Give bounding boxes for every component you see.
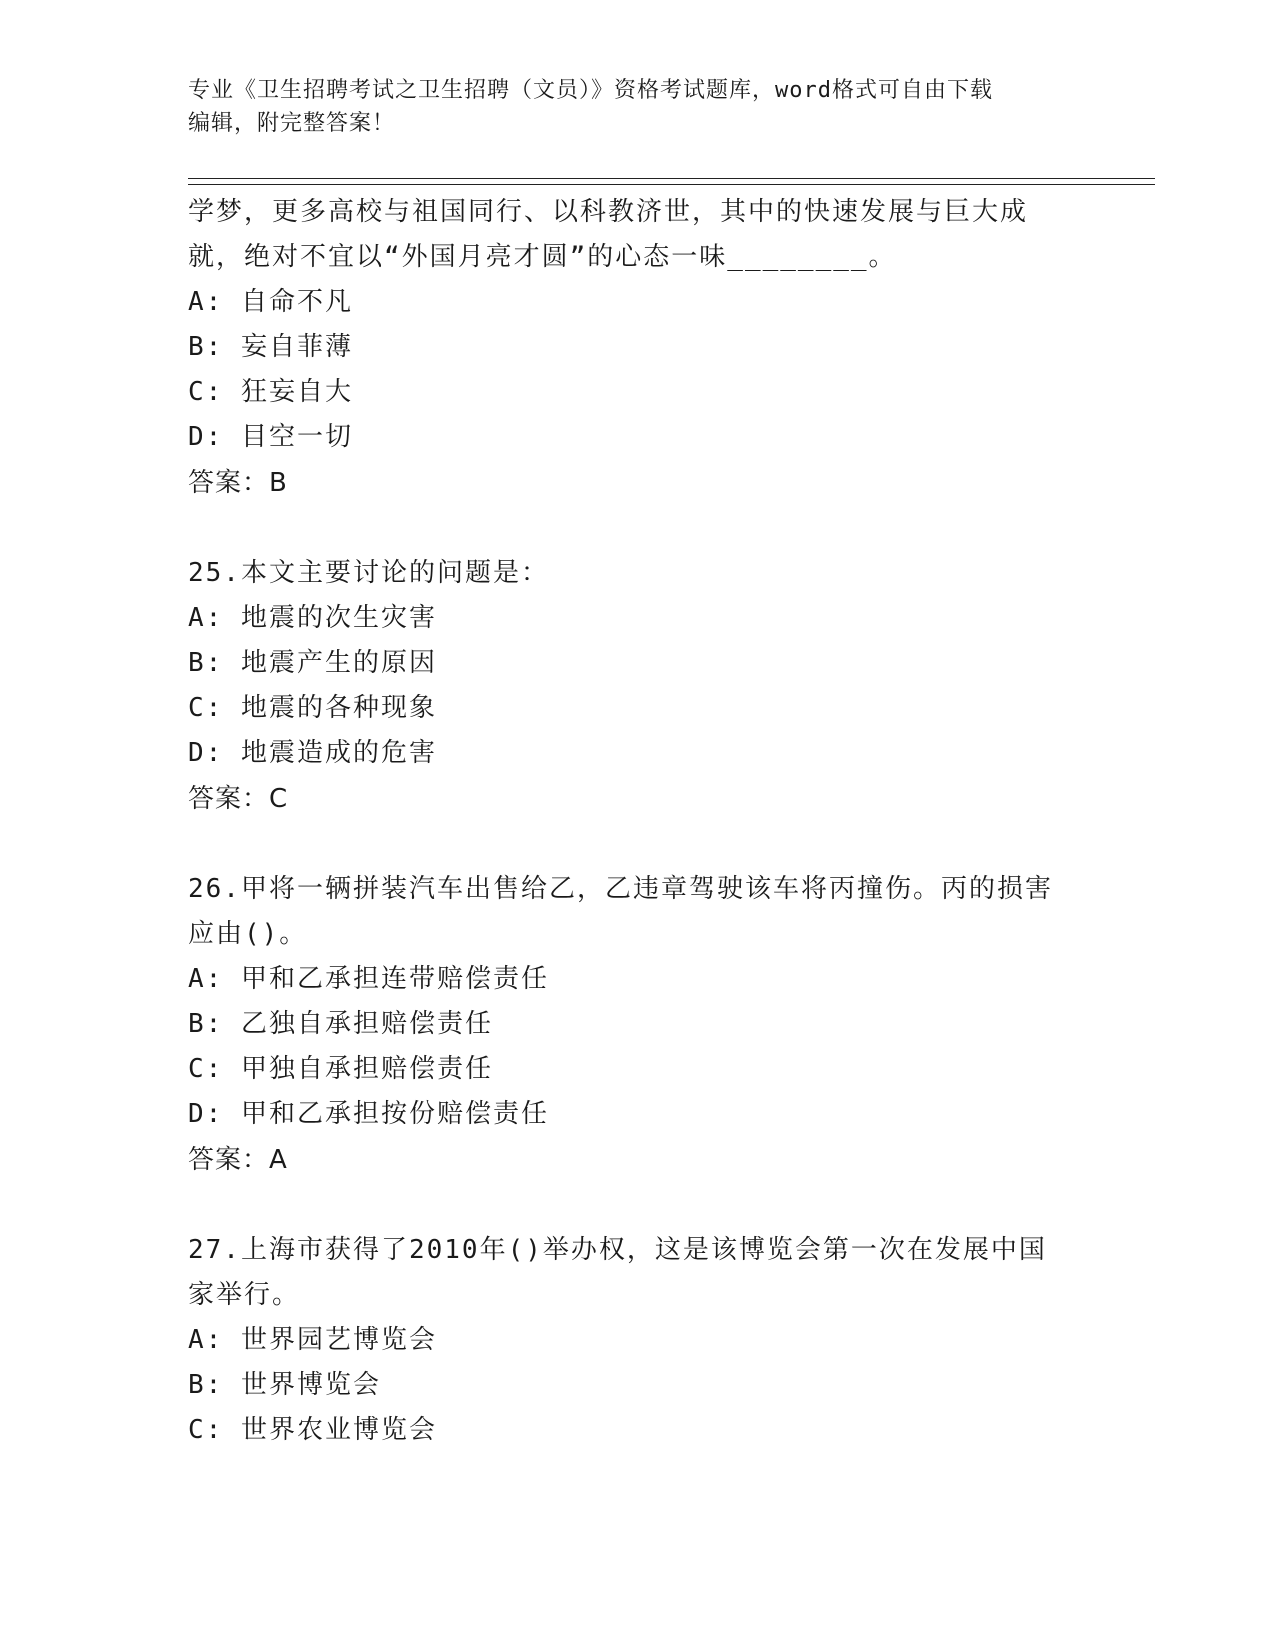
- question-stem-line: 就，绝对不宜以“外国月亮才圆”的心态一味________。: [188, 242, 897, 272]
- header-line-2: 编辑，附完整答案！: [188, 111, 396, 136]
- question-spacer: [188, 506, 1088, 551]
- option-c: C: 甲独自承担赔偿责任: [188, 1054, 493, 1084]
- option-d: D: 地震造成的危害: [188, 738, 437, 768]
- question-27: [188, 1228, 1088, 1453]
- question-stem-line: 应由()。: [188, 919, 308, 949]
- answer-line: 答案：A: [188, 1145, 288, 1175]
- question-25: [188, 551, 1088, 822]
- option-b: B: 乙独自承担赔偿责任: [188, 1009, 493, 1039]
- question-stem-line: 家举行。: [188, 1280, 301, 1310]
- answer-line: 答案：B: [188, 468, 288, 498]
- option-a: A: 世界园艺博览会: [188, 1325, 437, 1355]
- option-a: A: 自命不凡: [188, 287, 353, 317]
- option-b: B: 妄自菲薄: [188, 332, 353, 362]
- option-c: C: 世界农业博览会: [188, 1415, 437, 1445]
- question-26: [188, 867, 1088, 1183]
- option-c: C: 地震的各种现象: [188, 693, 437, 723]
- answer-line: 答案：C: [188, 784, 289, 814]
- question-24-continuation: [188, 190, 1088, 506]
- option-d: D: 甲和乙承担按份赔偿责任: [188, 1099, 549, 1129]
- question-content: [188, 190, 1088, 1453]
- header-rule-top: [188, 178, 1155, 179]
- question-stem-line: 学梦，更多高校与祖国同行、以科教济世，其中的快速发展与巨大成: [188, 197, 1029, 227]
- option-b: B: 世界博览会: [188, 1370, 381, 1400]
- question-stem-line: 25.本文主要讨论的问题是：: [188, 558, 549, 588]
- option-a: A: 甲和乙承担连带赔偿责任: [188, 964, 549, 994]
- option-a: A: 地震的次生灾害: [188, 603, 437, 633]
- option-d: D: 目空一切: [188, 422, 353, 452]
- option-b: B: 地震产生的原因: [188, 648, 437, 678]
- question-spacer: [188, 822, 1088, 867]
- document-header: [188, 74, 1088, 140]
- question-stem-line: 26.甲将一辆拼装汽车出售给乙，乙违章驾驶该车将丙撞伤。丙的损害: [188, 874, 1053, 904]
- header-rule-bottom: [188, 184, 1155, 185]
- question-spacer: [188, 1183, 1088, 1228]
- header-line-1: 专业《卫生招聘考试之卫生招聘（文员）》资格考试题库，word格式可自由下载: [188, 78, 993, 103]
- option-c: C: 狂妄自大: [188, 377, 353, 407]
- question-stem-line: 27.上海市获得了2010年()举办权，这是该博览会第一次在发展中国: [188, 1235, 1047, 1265]
